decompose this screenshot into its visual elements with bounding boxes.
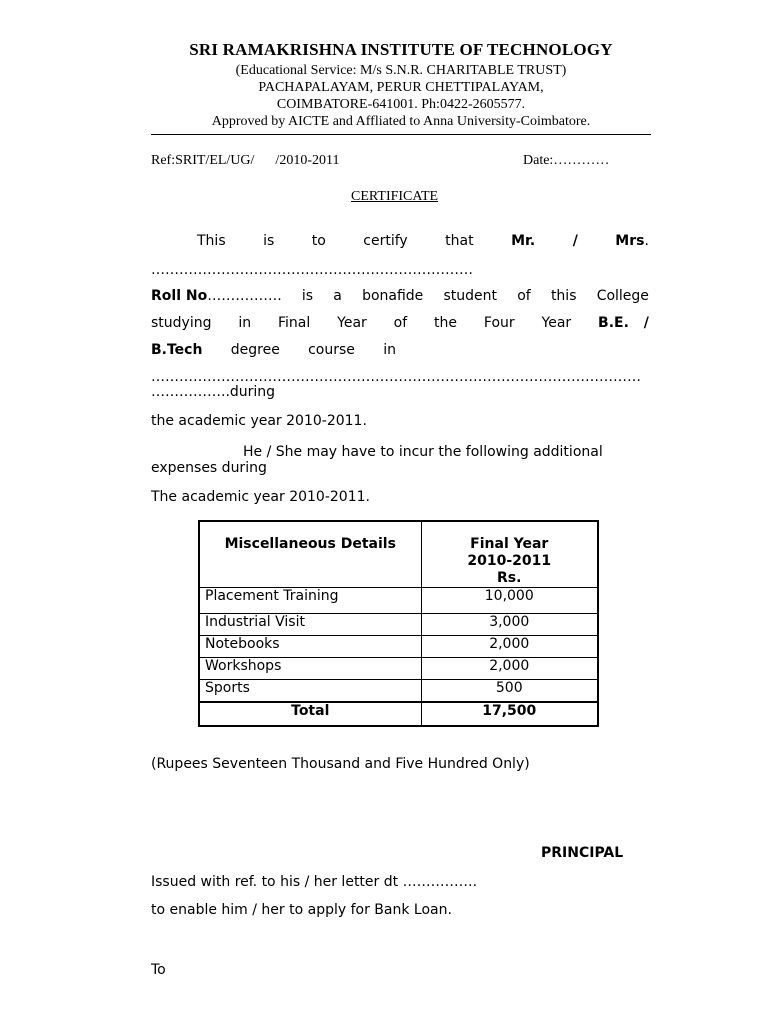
- total-amount: 17,500: [421, 702, 598, 726]
- word: Year: [337, 315, 367, 331]
- word: course: [308, 342, 355, 358]
- word: is: [301, 288, 314, 304]
- amount-cell: 10,000: [421, 588, 598, 614]
- period: .: [644, 233, 649, 249]
- total-label: Total: [199, 702, 421, 726]
- word: to: [311, 233, 326, 249]
- principal-signature-label: PRINCIPAL: [541, 845, 624, 861]
- header-final-year: [421, 521, 598, 588]
- table-row: [199, 636, 598, 658]
- academic-year-line: the academic year 2010-2011.: [151, 413, 367, 429]
- word: Final: [278, 315, 311, 331]
- table-row: [199, 680, 598, 703]
- expense-line-2: expenses during: [151, 460, 267, 476]
- title-mr: Mr.: [511, 233, 536, 249]
- roll-line: [151, 288, 649, 304]
- institute-name: SRI RAMAKRISHNA INSTITUTE OF TECHNOLOGY: [189, 40, 613, 59]
- word: that: [445, 233, 474, 249]
- roll-blank: …………….: [207, 288, 282, 304]
- addressee-label: To: [151, 962, 166, 978]
- approval-line: Approved by AICTE and Affliated to Anna University-Coimbatore.: [211, 114, 591, 129]
- amount-cell: 3,000: [421, 614, 598, 636]
- date-field: Date:…………: [523, 153, 610, 168]
- item-cell: Industrial Visit: [199, 614, 421, 636]
- word: Four: [483, 315, 515, 331]
- word: student: [443, 288, 498, 304]
- certify-line: [151, 233, 649, 249]
- expense-table: [198, 520, 599, 727]
- word: Year: [541, 315, 572, 331]
- word: of: [517, 288, 531, 304]
- amount-cell: 2,000: [421, 636, 598, 658]
- header-divider: [151, 134, 651, 135]
- word: College: [596, 288, 649, 304]
- purpose-line: to enable him / her to apply for Bank Loan.: [151, 902, 452, 918]
- item-cell: Workshops: [199, 658, 421, 680]
- word: in: [383, 342, 396, 358]
- amount-cell: 2,000: [421, 658, 598, 680]
- title-mrs: Mrs: [615, 233, 645, 249]
- amount-in-words: (Rupees Seventeen Thousand and Five Hundred Only): [151, 756, 530, 772]
- word: is: [263, 233, 275, 249]
- header-misc-details: Miscellaneous Details: [199, 521, 421, 588]
- word: studying: [151, 315, 212, 331]
- word: this: [550, 288, 577, 304]
- word: a: [333, 288, 342, 304]
- word: in: [238, 315, 252, 331]
- course-blank: ……………………………………………………………………………………………: [151, 369, 641, 385]
- address-line: PACHAPALAYAM, PERUR CHETTIPALAYAM,: [258, 80, 544, 95]
- title-slash: /: [572, 233, 578, 249]
- table-row: [199, 658, 598, 680]
- trust-line: (Educational Service: M/s S.N.R. CHARITABLE TRUST): [235, 63, 567, 78]
- during-line: ……………..during: [151, 384, 276, 400]
- header-year-range: 2010-2011: [467, 553, 552, 569]
- institute-address: [151, 62, 651, 130]
- item-cell: Sports: [199, 680, 421, 703]
- word: certify: [363, 233, 408, 249]
- item-cell: Notebooks: [199, 636, 421, 658]
- word: degree: [230, 342, 280, 358]
- certificate-title: CERTIFICATE: [351, 189, 439, 204]
- header-final-year-label: Final Year: [470, 536, 549, 552]
- name-blank: ……………………………………………………………: [151, 262, 473, 278]
- studying-line: [151, 315, 649, 331]
- degree-btech: B.Tech: [151, 342, 203, 358]
- table-row: [199, 614, 598, 636]
- academic-year-line-2: The academic year 2010-2011.: [151, 489, 370, 505]
- issued-line: Issued with ref. to his / her letter dt …………….: [151, 874, 478, 890]
- amount-cell: 500: [421, 680, 598, 703]
- roll-label: Roll No: [151, 288, 208, 304]
- word: of: [393, 315, 408, 331]
- item-cell: Placement Training: [199, 588, 421, 614]
- word: This: [197, 233, 226, 249]
- table-row: [199, 588, 598, 614]
- city-phone-line: COIMBATORE-641001. Ph:0422-2605577.: [276, 97, 526, 112]
- word: bonafide: [362, 288, 424, 304]
- header-currency: Rs.: [497, 570, 522, 586]
- expense-line-1: He / She may have to incur the following additional: [243, 444, 603, 460]
- word: the: [434, 315, 458, 331]
- table-total-row: [199, 702, 598, 726]
- degree-be: B.E. /: [598, 315, 649, 331]
- btech-line: [151, 342, 396, 358]
- reference-number: Ref:SRIT/EL/UG/ /2010-2011: [151, 153, 340, 168]
- table-header-row: [199, 521, 598, 588]
